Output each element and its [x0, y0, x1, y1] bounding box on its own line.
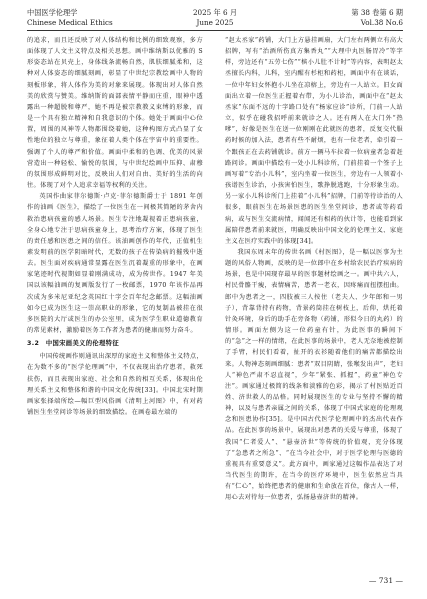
paragraph: 英国作曲家菲尔德斯·卢克·菲尔德斯爵士于 1891 年创作的油画《医生》，描绘了一位医生在一间极其简陋的茅舍内救治患病孩童的感人场景。医生专注地凝视着正患病孩童，全身心地专注于思病孩童身上，思考治疗方案，体现了医生的责任感和医患之间的信任。该油画创作的年代，正值机生素发明前的医学阴暗时代，无数的孩子在传染病的摧残中逝去。医生面对疾病通常显露在医生沉着凝重的形象中，在画家笔迹时代视期如显着刚满成功，成为传世作。1947 年美国以该幅油画的复画版发行了一枚邮票，1970 年该作品再次成为多米尼亚纪念英国红十字会百年纪念邮票。这幅油画如今已成为医生这一崇高职业的形象，它的复制品被挂在很多医院的大厅或医生的办公室里，成为医学生职业道德教育的常见素材，激励着医务工作者为患者的健康而努力奋斗。	[27, 193, 203, 335]
paragraph: 中国传统画作则通讯出深厚的家庭主义和整体主义特点，在为数不多的“医学伦理画”中，不仅表现出治疗患者，救死扶伤，而且表现出家庭、社会和自然的相互关系，体现出伦理关系主义和整体和谐的中国文化传统[33]。中国北宋时期画家张择端所绘—幅巨型风俗画《清明上河图》中，有对药铺医生坐堂问诊等场景的细致描绘。在画卷最左端的	[27, 353, 203, 416]
journal-title-en: Chinese Medical Ethics	[27, 18, 113, 27]
volume-cn: 第 38 卷第 6 期	[351, 8, 403, 17]
paragraph: 的追求，而且还反映了对人体结构和比例的细致观察，多方面体现了人文主义特点及相关思想。画中维纳斯以优雅的 S 形姿态站在贝壳上，身体线条流畅自然，肌肤细腻柔和，这种对人体姿态的细腻刻画，彰显了中世纪宗教绘画中人物的刻板形象，将人体作为美的对象来展现。体现出对人体自然美的欣赏与赞美。维纳斯的面部表情平静而庄重，眼神中透露出一种超脱和尊严，她不再是被宗教教义束缚的形象，而是一个具有独立精神和自我意识的个体。她处于画面中心位置，周围的风神等人物都围绕着她，这种构图方式凸显了女性地位的独立与尊重，象征着人类个体在宇宙中的重要性。强调了个人的尊严和价值。画面中柔和的色调、优美的风景营造出一种轻松、愉悦的氛围，与中世纪绘画中压抑、肃穆的氛围形成鲜明对比，反映出人们对自由、美好的生活的向往。体现了对个人追求幸福等权利的关注。	[27, 37, 203, 190]
journal-title-cn: 中国医学伦理学	[27, 8, 78, 17]
volume-en: Vol.38 No.6	[360, 18, 403, 27]
page-number: — 731 —	[368, 576, 403, 585]
paragraph: 我国东周末年的传世名画《村医图》，是一幅以医事为主题的风俗人物画，反映的是一位郎中在乡村给农民治疗疾病的场景，也是中国现存最早的医事题材绘画之一。画中共六人，村民骨骼干瘦，表情痛苦，患者一老衣，因疼痛而扭摆扭曲。郎中为患者之一，四肢被三人按住（老夫人、少年郎和一男子），背靠背持有药物，背景药筒挂在树枝上，后仰，烘托着针灸环境，身后的助手在旁备物（药铺，形似今日的丸药）的情形。画面左侧为这一位药童有针，为此医事的瞬间下的“急”之一样的情绪，在此医事的场景中，老人无奈地被控制了手臂，村民们看着，扯开的衣衫随着他们的痛苦都描绘出来。人物神态刻画细腻：患者“双目阴睛，张喉发出声”，老妇人“神色严肃不忍直视”，少年“紧张、抓握”，药童“神色专注”。画家通过极简的线条和淡雅的色彩，揭示了村医贴近百姓、济世救人的品格。同时展现医生的专业与坚持不懈的精神，以及与患者亲属之间的关系，体现了中国式家庭的伦理观念和医患协作[35]。是中国古代医学伦理画中的杰出代表作品。在此医事的场景中，展现出对患者的关爱与尊重，体现了我国“仁者爱人”、“悬壶济世”等传统的价值观，充分体现了“急患者之所急”、“在当今社会中，对于医学伦理与医德的重视具有重要意义”。此方面中，画家通过这幅作品表达了对当代医生的期许，在当今的医疗环境中，医生依然应当具有“仁心”，始终把患者的健康和生命放在首位，像古人一样，用心去对待每一位患者，弘扬悬壶济世的精神。	[225, 248, 403, 502]
issue-date-en: June 2025	[196, 18, 234, 27]
volume-info	[351, 8, 403, 28]
left-column	[27, 35, 203, 418]
paragraph: “赵太丞家”药铺，大门上方悬挂画扇，大门左右两侧立有高大招牌，写有“治酒所伤真方集香丸”“大理中丸医肠胃冷”等字样，旁边还有“五劳七伤”“槟小儿肚不计时”等内容，表明赵太丞擅长内科，儿科，室内醒有杉柜和药柜，画面中有在谈话，一位中年妇女怀抱小儿坐在凉榕上，旁边有一人站立。旧女面面出立着一位医生正握着右带，为小儿诊治，画面中在“赵太丞家”东面不远的十字路口处有“杨家应诊”诊所，门前一人站立，似乎在碰我招呼前来就诊之人。还有两人在大门外“热嗲”，好像是医生在送一位刚刚在此就医的患者，反复交代服药时候的加入法，患者有些不耐烦，也有一位老者，牵引着一个跟孩正在去药铺就诊。前方一辆马车拉着一位病童者急着赶路问诊。画面中描绘有一处小儿科诊所，门前挂着一个签子上画写着“专治小儿科”，室内坐着一位医生，旁边有一人领着小孩谱医生诊治，小孩害怕医生，歌挣脱逃跑，十分形象生动。另一家小儿科诊所门上挂着“小儿科”招牌，门前等待诊治的人很多，眼前医生在场景医患的医生坐堂问诊，患者或等药看病，或与医生交流病情，闻闻还有相药的伙计等，也能看到家属陪伴患者前来就医，明确反映出中国文化的伦理主义、家庭主义在医疗实践中的体现[34]。	[225, 37, 403, 245]
section-heading: 3.2 中国宋画美义的伦理特征	[27, 340, 119, 348]
issue-date	[27, 8, 403, 28]
issue-date-cn: 2025 年 6 月	[192, 8, 238, 17]
header-rule	[27, 30, 403, 31]
right-column	[225, 35, 403, 504]
